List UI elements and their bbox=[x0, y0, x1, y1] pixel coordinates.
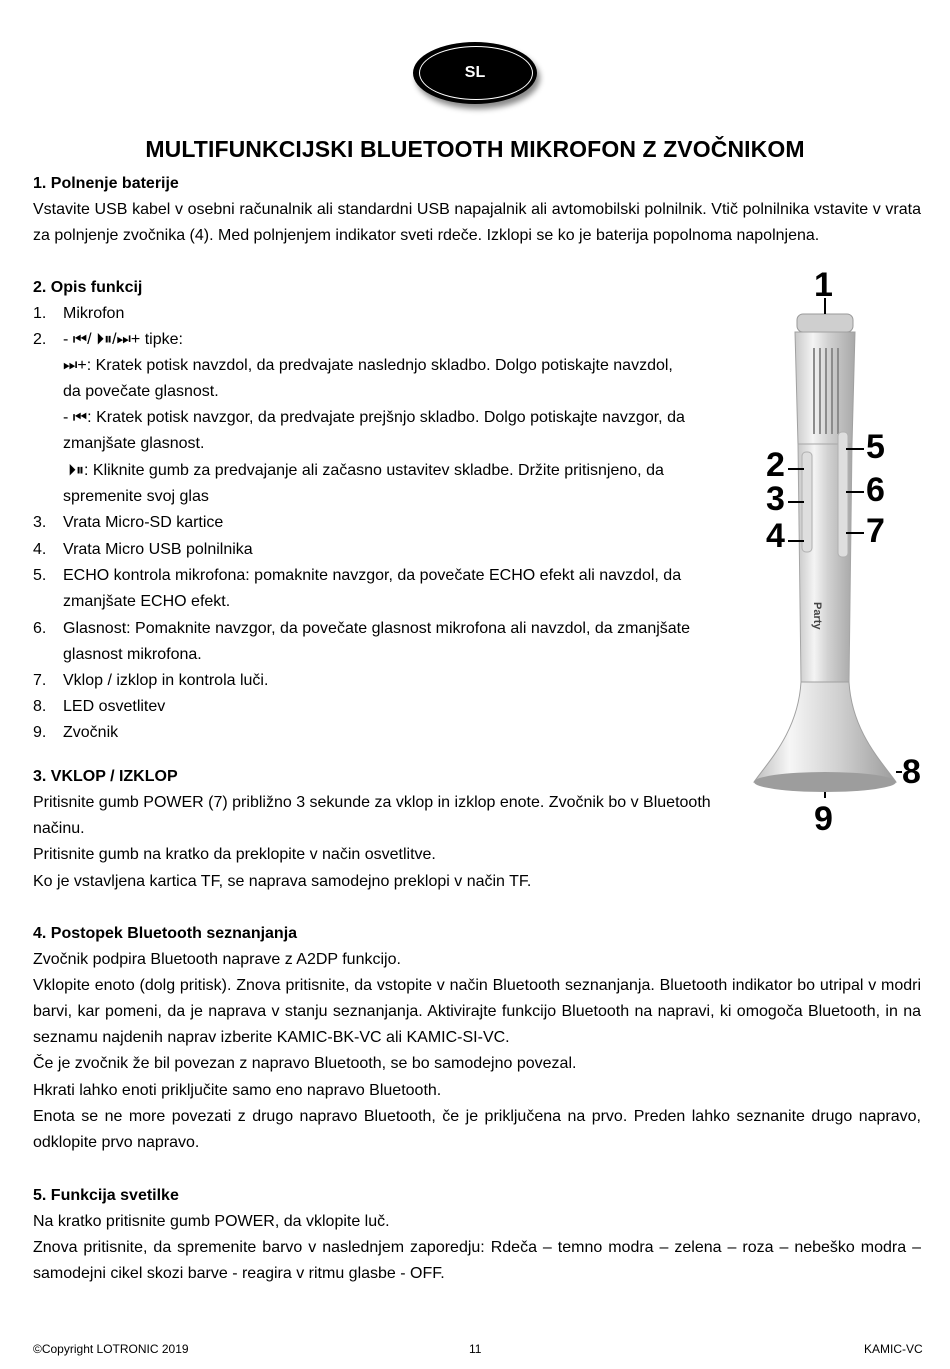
section-3-line: načinu. bbox=[33, 820, 85, 837]
list-subitem: spremenite svoj glas bbox=[63, 488, 209, 505]
list-number: 9. bbox=[33, 724, 47, 741]
list-item: Zvočnik bbox=[63, 724, 119, 741]
list-item-continued: zmanjšate ECHO efekt. bbox=[63, 593, 231, 610]
section-4-line: Zvočnik podpira Bluetooth naprave z A2DP funkcijo. bbox=[33, 951, 401, 968]
list-item: ECHO kontrola mikrofona: pomaknite navzgor, da povečate ECHO efekt ali navzdol, da bbox=[63, 567, 682, 584]
section-4-heading: 4. Postopek Bluetooth seznanjanja bbox=[33, 925, 298, 942]
list-subitem: da povečate glasnost. bbox=[63, 383, 219, 400]
list-subitem: ⏵⏸: Kliknite gumb za predvajanje ali začasno ustavitev skladbe. Držite pritisnjeno, da bbox=[68, 462, 664, 479]
section-4-paragraph: Enota se ne more povezati z drugo napravo Bluetooth, če je priključena na prvo. Preden lahko seznanite drugo napravo, odklopite prvo napravo. bbox=[33, 1108, 921, 1151]
section-5-heading: 5. Funkcija svetilke bbox=[33, 1187, 179, 1204]
list-number: 8. bbox=[33, 698, 47, 715]
section-3-line: Pritisnite gumb na kratko da preklopite v način osvetlitve. bbox=[33, 846, 436, 863]
list-number: 5. bbox=[33, 567, 47, 584]
section-1-paragraph: Vstavite USB kabel v osebni računalnik ali standardni USB napajalnik ali avtomobilski polnilnik. Vtič polnilnika vstavite v vrata za polnjenje zvočnika (4). Med polnjenjem indikator sveti rdeče. Izklopi se ko je baterija popolnoma napolnjena. bbox=[33, 201, 921, 244]
callout-label: 1 bbox=[814, 266, 833, 304]
callout-label: 9 bbox=[814, 800, 833, 838]
list-item: Vklop / izklop in kontrola luči. bbox=[63, 672, 269, 689]
section-5-paragraph: Znova pritisnite, da spremenite barvo v naslednjem zaporedju: Rdeča – temno modra – zelena – roza – nebeško modra – samodejni cikel skozi barve - reagira v ritmu glasbe - OFF. bbox=[33, 1239, 921, 1282]
section-4-line: Če je zvočnik že bil povezan z napravo Bluetooth, se bo samodejno povezal. bbox=[33, 1055, 577, 1072]
callout-label: 3 bbox=[766, 480, 785, 518]
list-item-continued: glasnost mikrofona. bbox=[63, 646, 202, 663]
callout-label: 8 bbox=[902, 753, 921, 791]
list-item: Vrata Micro USB polnilnika bbox=[63, 541, 253, 558]
footer-copyright: ©Copyright LOTRONIC 2019 bbox=[33, 1342, 189, 1356]
callout-label: 4 bbox=[766, 517, 785, 555]
list-number: 4. bbox=[33, 541, 47, 558]
section-3-line: Ko je vstavljena kartica TF, se naprava samodejno preklopi v način TF. bbox=[33, 873, 532, 890]
microphone-brand-label: Party bbox=[811, 602, 823, 630]
list-number: 7. bbox=[33, 672, 47, 689]
list-number: 1. bbox=[33, 305, 47, 322]
section-3-heading: 3. VKLOP / IZKLOP bbox=[33, 768, 178, 785]
footer-model: KAMIC-VC bbox=[864, 1342, 923, 1356]
list-number: 3. bbox=[33, 514, 47, 531]
section-4-paragraph: Vklopite enoto (dolg pritisk). Znova pritisnite, da vstopite v način Bluetooth seznanjanja. Bluetooth indikator bo utripal v modri barvi, kar pomeni, da je naprava v stanju seznanjanja. Aktivirajte funkcijo Bluetooth na napravi, ki omogoča Bluetooth, in na seznamu najdenih naprav izberite KAMIC-BK-VC ali KAMIC-SI-VC. bbox=[33, 977, 921, 1046]
list-item: Mikrofon bbox=[63, 305, 125, 322]
list-subitem: zmanjšate glasnost. bbox=[63, 435, 205, 452]
microphone-illustration bbox=[748, 262, 930, 842]
footer-page-number: 11 bbox=[469, 1342, 482, 1356]
callout-label: 2 bbox=[766, 446, 785, 484]
language-badge bbox=[413, 42, 537, 104]
list-item: Glasnost: Pomaknite navzgor, da povečate glasnost mikrofona ali navzdol, da zmanjšate bbox=[63, 620, 691, 637]
list-number: 2. bbox=[33, 331, 47, 348]
section-4-line: Hkrati lahko enoti priključite samo eno napravo Bluetooth. bbox=[33, 1082, 442, 1099]
list-item: Vrata Micro-SD kartice bbox=[63, 514, 224, 531]
callout-label: 5 bbox=[866, 428, 885, 466]
list-item: LED osvetlitev bbox=[63, 698, 166, 715]
section-1-heading: 1. Polnenje baterije bbox=[33, 175, 179, 192]
list-item: - ⏮/ ⏵⏸/⏭+ tipke: bbox=[63, 331, 183, 348]
section-2-heading: 2. Opis funkcij bbox=[33, 279, 143, 296]
page-title: MULTIFUNKCIJSKI BLUETOOTH MIKROFON Z ZVOČNIKOM bbox=[145, 136, 805, 162]
list-subitem: ⏭+: Kratek potisk navzdol, da predvajate naslednjo skladbo. Dolgo potiskajte navzdol, bbox=[63, 357, 673, 374]
section-5-line: Na kratko pritisnite gumb POWER, da vklopite luč. bbox=[33, 1213, 390, 1230]
section-3-line: Pritisnite gumb POWER (7) približno 3 sekunde za vklop in izklop enote. Zvočnik bo v Bluetooth bbox=[33, 794, 711, 811]
list-number: 6. bbox=[33, 620, 47, 637]
callout-label: 6 bbox=[866, 471, 885, 509]
list-subitem: - ⏮: Kratek potisk navzgor, da predvajate prejšnjo skladbo. Dolgo potiskajte navzgor, da bbox=[63, 409, 685, 426]
callout-label: 7 bbox=[866, 512, 885, 550]
language-badge-label: SL bbox=[464, 64, 486, 81]
